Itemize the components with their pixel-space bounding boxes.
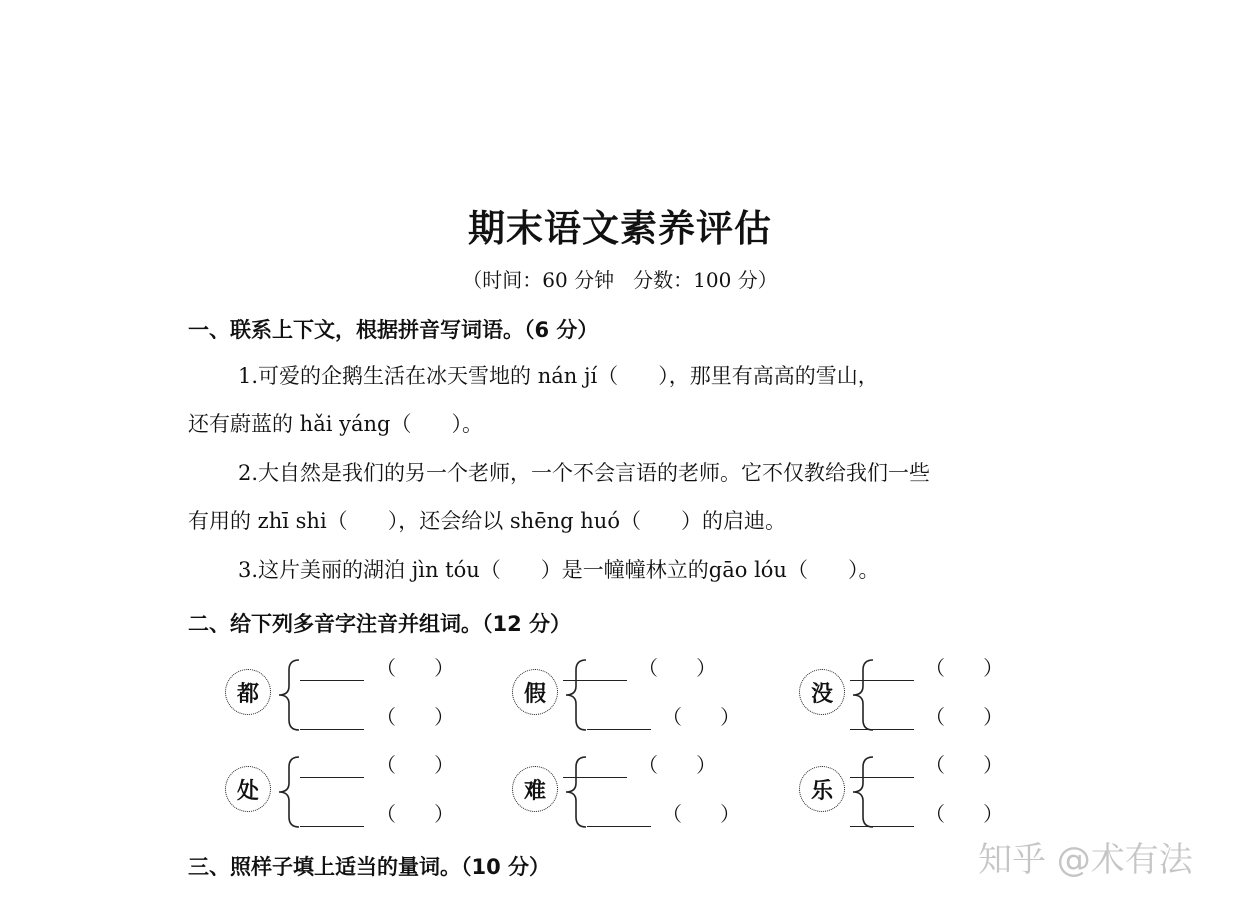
polyphone-char-circle: 处: [225, 766, 271, 812]
question-line: 2.大自然是我们的另一个老师，一个不会言语的老师。它不仅教给我们一些: [238, 461, 931, 485]
answer-paren[interactable]: （ ）: [662, 802, 741, 826]
brace-icon: [847, 658, 875, 732]
answer-blank[interactable]: [587, 729, 651, 730]
answer-blank[interactable]: [850, 826, 914, 827]
answer-paren[interactable]: （ ）: [925, 802, 1004, 826]
question-line: 3.这片美丽的湖泊 jìn tóu（ ）是一幢幢林立的gāo lóu（ ）。: [238, 558, 880, 582]
answer-paren[interactable]: （ ）: [662, 705, 741, 729]
answer-paren[interactable]: （ ）: [376, 753, 455, 777]
answer-paren[interactable]: （ ）: [376, 705, 455, 729]
polyphone-char-circle: 乐: [799, 766, 845, 812]
brace-icon: [273, 755, 301, 829]
answer-blank[interactable]: [300, 680, 364, 681]
brace-icon: [847, 755, 875, 829]
answer-blank[interactable]: [563, 680, 627, 681]
answer-blank[interactable]: [587, 826, 651, 827]
answer-blank[interactable]: [300, 777, 364, 778]
exam-info: （时间：60 分钟 分数：100 分）: [462, 268, 778, 292]
answer-blank[interactable]: [300, 826, 364, 827]
question-line: 还有蔚蓝的 hǎi yáng（ ）。: [188, 412, 484, 436]
polyphone-char-circle: 难: [512, 766, 558, 812]
brace-icon: [273, 658, 301, 732]
answer-paren[interactable]: （ ）: [925, 753, 1004, 777]
brace-icon: [560, 755, 588, 829]
polyphone-char-circle: 假: [512, 669, 558, 715]
question-line: 1.可爱的企鹅生活在冰天雪地的 nán jí（ ），那里有高高的雪山，: [238, 364, 879, 388]
answer-blank[interactable]: [850, 729, 914, 730]
section-3-heading: 三、照样子填上适当的量词。（10 分）: [188, 855, 551, 879]
question-line: 有用的 zhī shi（ ），还会给以 shēng huó（ ）的启迪。: [188, 509, 787, 533]
answer-paren[interactable]: （ ）: [376, 656, 455, 680]
watermark: 知乎 @术有法: [978, 840, 1193, 880]
answer-paren[interactable]: （ ）: [925, 705, 1004, 729]
brace-icon: [560, 658, 588, 732]
answer-paren[interactable]: （ ）: [638, 656, 717, 680]
answer-blank[interactable]: [850, 680, 914, 681]
answer-paren[interactable]: （ ）: [376, 802, 455, 826]
answer-blank[interactable]: [563, 777, 627, 778]
page-title: 期末语文素养评估: [468, 207, 772, 250]
answer-blank[interactable]: [300, 729, 364, 730]
answer-paren[interactable]: （ ）: [638, 753, 717, 777]
polyphone-char-circle: 没: [799, 669, 845, 715]
section-2-heading: 二、给下列多音字注音并组词。（12 分）: [188, 612, 572, 636]
polyphone-char-circle: 都: [225, 669, 271, 715]
answer-paren[interactable]: （ ）: [925, 656, 1004, 680]
section-1-heading: 一、联系上下文，根据拼音写词语。（6 分）: [188, 318, 599, 342]
answer-blank[interactable]: [850, 777, 914, 778]
